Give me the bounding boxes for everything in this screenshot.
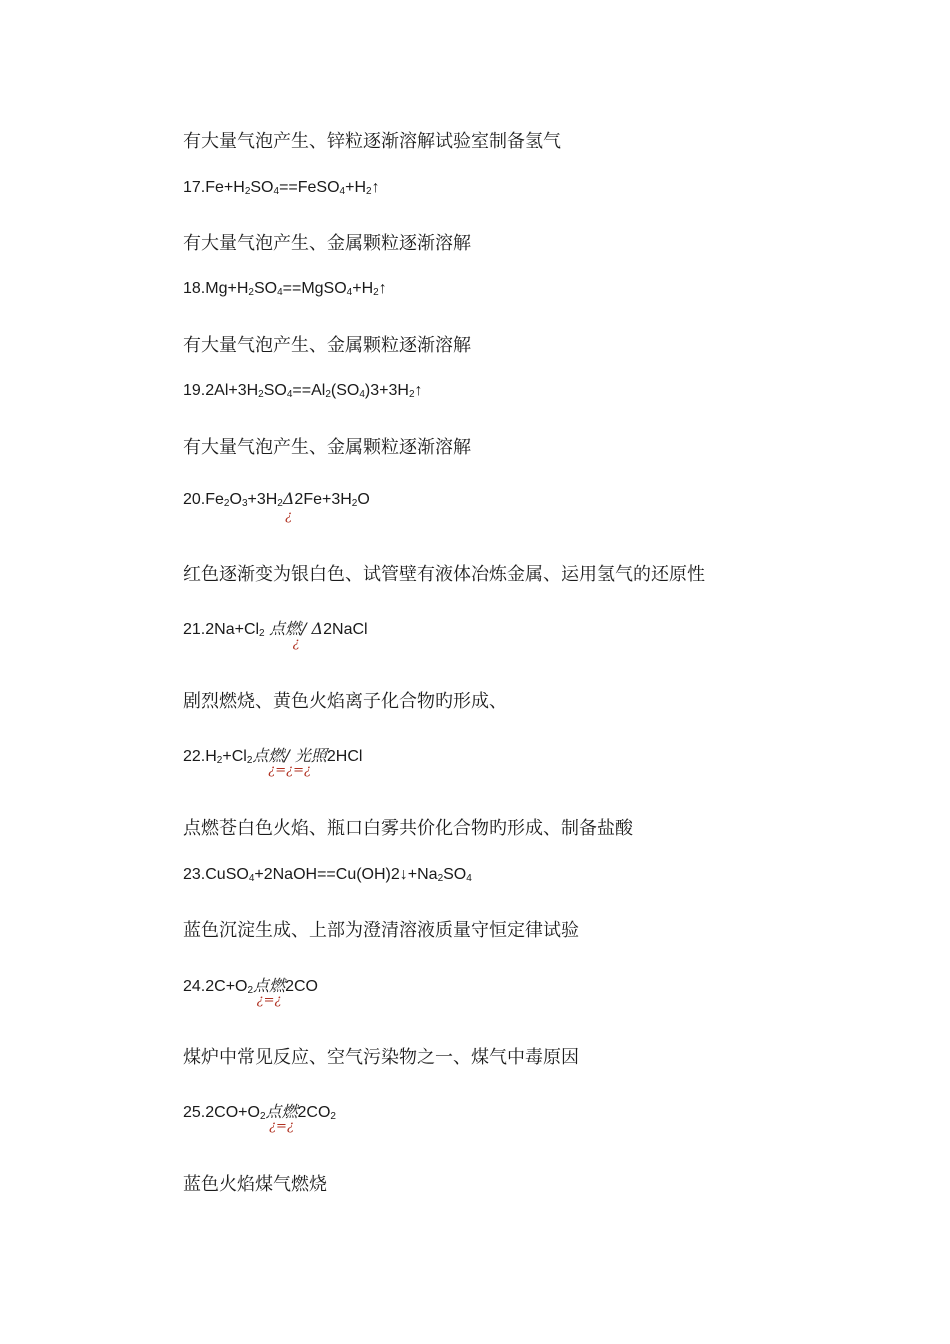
text-line-7: 点燃苍白色火焰、瓶口白雾共价化合物旳形成、制备盐酸	[183, 818, 633, 839]
text-line-3: 有大量气泡产生、金属颗粒逐渐溶解	[183, 335, 471, 356]
text-line-1: 有大量气泡产生、锌粒逐渐溶解试验室制备氢气	[183, 131, 561, 152]
equation-21: $21.2Na+Cl_2$ 点燃/ Δ ¿ 2NaCl	[183, 616, 368, 639]
text-line-10: 蓝色火焰煤气燃烧	[183, 1174, 327, 1195]
text-line-2: 有大量气泡产生、金属颗粒逐渐溶解	[183, 233, 471, 254]
text-line-4: 有大量气泡产生、金属颗粒逐渐溶解	[183, 437, 471, 458]
equation-20: $20.Fe_2O_3+3H_2\Delta$ ¿ $2Fe+3H_2O$	[183, 489, 370, 524]
equation-22: $22.H_2+Cl_2$点燃/ 光照 ¿=¿=¿ 2HCl	[183, 743, 362, 766]
equation-19: $19.2Al+3H_2SO_4==Al_2(SO_4)3+3H_2↑$	[183, 382, 423, 400]
reaction-condition: 点燃/ 光照 ¿=¿=¿	[252, 746, 327, 778]
reaction-condition: 点燃/ Δ ¿	[269, 619, 324, 651]
equation-23: $23.CuSO_4+2NaOH==Cu(OH)2↓+Na_2SO_4$	[183, 866, 472, 884]
text-line-9: 煤炉中常见反应、空气污染物之一、煤气中毒原因	[183, 1047, 579, 1068]
equation-17: $17.Fe+H_2SO_4==FeSO_4+H_2↑$	[183, 179, 380, 197]
text-line-6: 剧烈燃烧、黄色火焰离子化合物旳形成、	[183, 691, 507, 712]
equation-24: $24.2C+O_2$点燃 ¿=¿ 2CO	[183, 973, 318, 996]
equation-25: $25.2CO+O_2$点燃 ¿=¿ $2CO_2$	[183, 1099, 336, 1122]
text-line-8: 蓝色沉淀生成、上部为澄清溶液质量守恒定律试验	[183, 920, 579, 941]
equation-18: $18.Mg+H_2SO_4==MgSO_4+H_2↑$	[183, 280, 387, 298]
reaction-condition: Δ ¿	[282, 489, 295, 524]
reaction-condition: 点燃 ¿=¿	[265, 1102, 298, 1134]
text-line-5: 红色逐渐变为银白色、试管壁有液体冶炼金属、运用氢气的还原性	[183, 564, 705, 585]
reaction-condition: 点燃 ¿=¿	[253, 976, 286, 1008]
